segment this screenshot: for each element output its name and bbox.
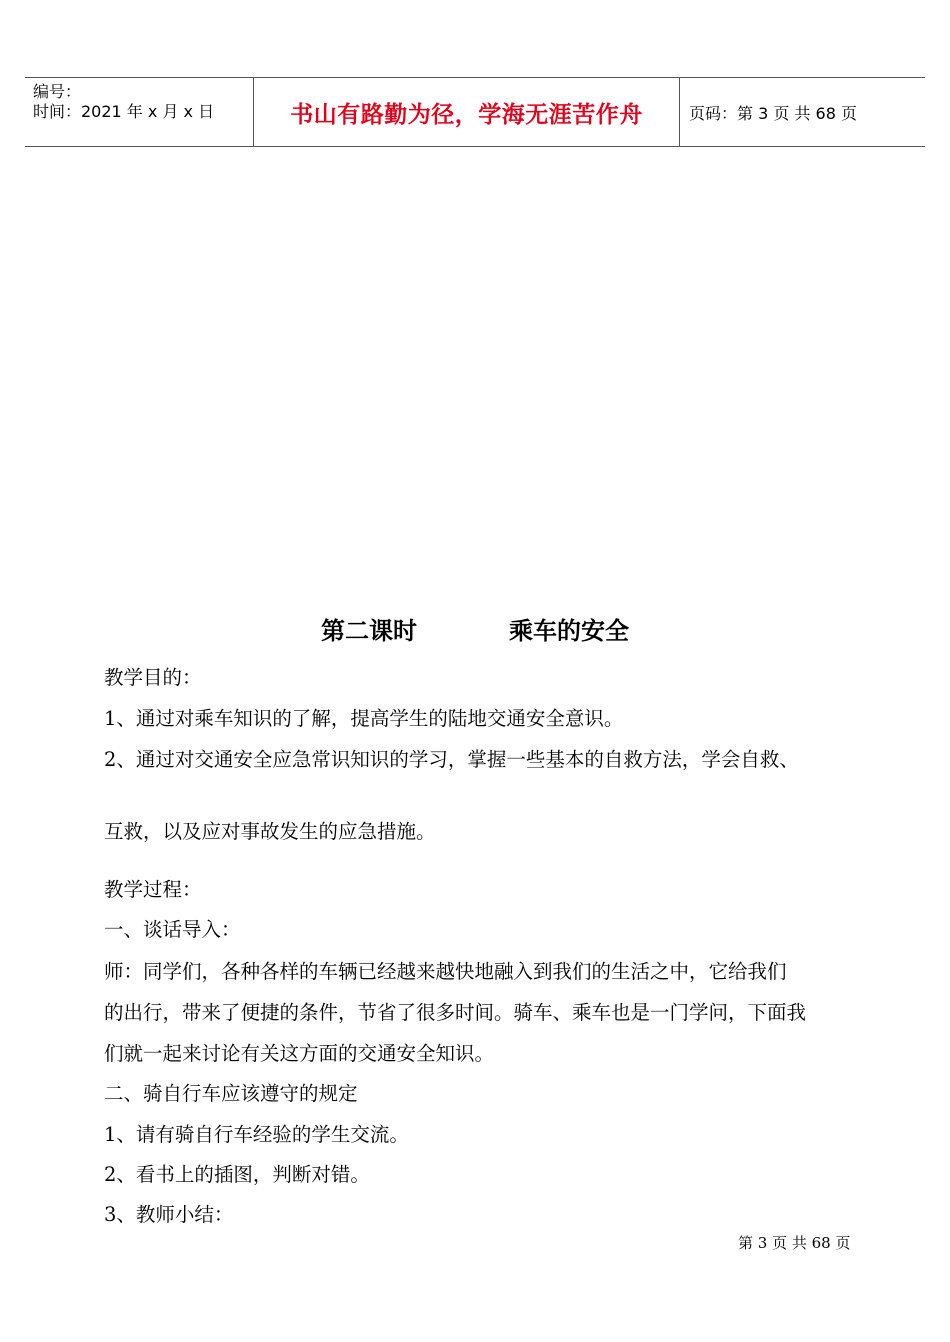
header-page-label: 页码：第 3 页 共 68 页 xyxy=(689,103,857,123)
motto-text: 书山有路勤为径，学海无涯苦作舟 xyxy=(290,101,643,128)
document-header xyxy=(25,77,925,147)
header-page-cell xyxy=(680,78,925,146)
time-label: 时间：2021 年 x 月 x 日 xyxy=(33,102,215,121)
body-line: 教学过程： xyxy=(104,878,202,901)
body-line: 们就一起来讨论有关这方面的交通安全知识。 xyxy=(104,1042,495,1065)
body-line: 2、看书上的插图，判断对错。 xyxy=(104,1163,370,1186)
lesson-title-part2: 乘车的安全 xyxy=(509,617,629,645)
body-line: 1、通过对乘车知识的了解，提高学生的陆地交通安全意识。 xyxy=(104,707,624,730)
header-motto-cell xyxy=(254,78,680,146)
lesson-title-part1: 第二课时 xyxy=(321,617,417,645)
body-line: 1、请有骑自行车经验的学生交流。 xyxy=(104,1123,409,1146)
body-line: 二、骑自行车应该遵守的规定 xyxy=(104,1082,358,1105)
number-label: 编号： xyxy=(33,82,82,101)
body-line: 的出行，带来了便捷的条件，节省了很多时间。骑车、乘车也是一门学问，下面我 xyxy=(104,1001,807,1024)
body-line: 互救，以及应对事故发生的应急措施。 xyxy=(104,820,436,843)
body-line: 2、通过对交通安全应急常识知识的学习，掌握一些基本的自救方法，学会自救、 xyxy=(104,748,799,771)
header-info-cell xyxy=(25,78,254,146)
body-line: 教学目的： xyxy=(104,666,202,689)
page-footer: 第 3 页 共 68 页 xyxy=(738,1234,851,1252)
lesson-title xyxy=(0,611,950,646)
body-line: 3、教师小结： xyxy=(104,1203,234,1226)
body-line: 师：同学们，各种各样的车辆已经越来越快地融入到我们的生活之中，它给我们 xyxy=(104,960,787,983)
body-line: 一、谈话导入： xyxy=(104,918,241,941)
